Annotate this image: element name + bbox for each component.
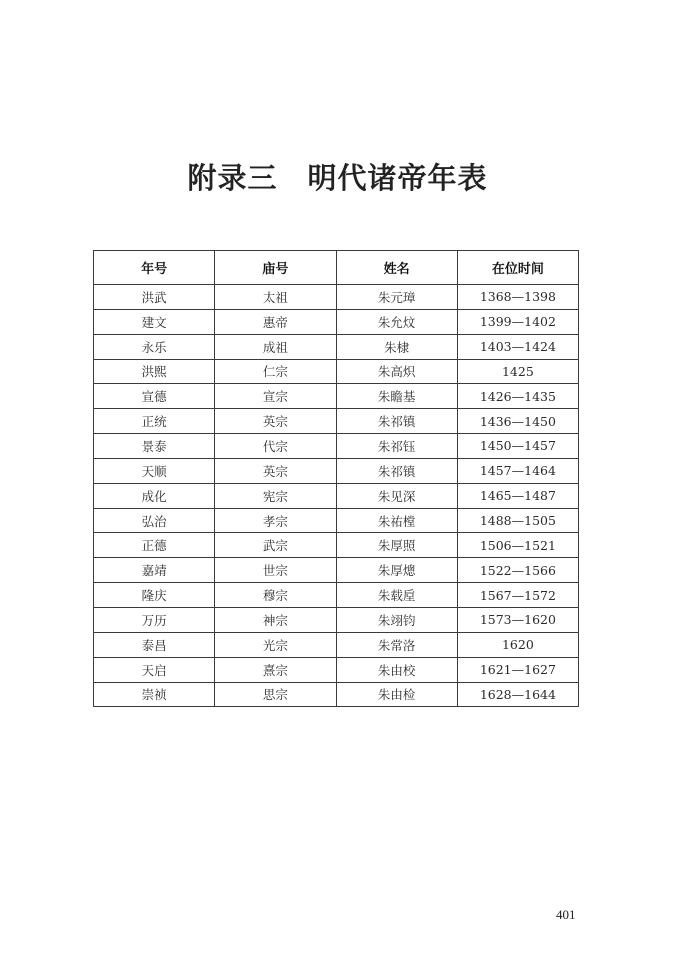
cell-era-name: 正统 (94, 409, 215, 434)
table-row (94, 657, 579, 682)
cell-personal-name: 朱元璋 (336, 285, 457, 310)
table-row (94, 533, 579, 558)
cell-temple-name: 仁宗 (215, 359, 336, 384)
cell-temple-name: 太祖 (215, 285, 336, 310)
cell-temple-name: 英宗 (215, 458, 336, 483)
cell-personal-name: 朱祐樘 (336, 508, 457, 533)
cell-reign-period: 1426—1435 (457, 384, 578, 409)
cell-reign-period: 1465—1487 (457, 483, 578, 508)
table-row (94, 607, 579, 632)
cell-reign-period: 1567—1572 (457, 583, 578, 608)
cell-personal-name: 朱由检 (336, 682, 457, 707)
table-row (94, 682, 579, 707)
table-header-row (94, 251, 579, 285)
cell-era-name: 天启 (94, 657, 215, 682)
cell-reign-period: 1457—1464 (457, 458, 578, 483)
cell-temple-name: 神宗 (215, 607, 336, 632)
table-row (94, 334, 579, 359)
cell-era-name: 景泰 (94, 434, 215, 459)
cell-personal-name: 朱祁镇 (336, 458, 457, 483)
reign-table-container (93, 250, 579, 707)
table-row (94, 384, 579, 409)
cell-era-name: 天顺 (94, 458, 215, 483)
cell-personal-name: 朱允炆 (336, 309, 457, 334)
cell-reign-period: 1425 (457, 359, 578, 384)
cell-reign-period: 1621—1627 (457, 657, 578, 682)
cell-personal-name: 朱棣 (336, 334, 457, 359)
cell-era-name: 弘治 (94, 508, 215, 533)
table-row (94, 359, 579, 384)
table-row (94, 508, 579, 533)
header-reign-period: 在位时间 (457, 251, 578, 285)
cell-personal-name: 朱载垕 (336, 583, 457, 608)
cell-personal-name: 朱由校 (336, 657, 457, 682)
header-temple-name: 庙号 (215, 251, 336, 285)
cell-temple-name: 世宗 (215, 558, 336, 583)
table-row (94, 458, 579, 483)
cell-temple-name: 宪宗 (215, 483, 336, 508)
cell-personal-name: 朱祁镇 (336, 409, 457, 434)
cell-temple-name: 武宗 (215, 533, 336, 558)
cell-era-name: 永乐 (94, 334, 215, 359)
cell-personal-name: 朱祁钰 (336, 434, 457, 459)
page-title: 附录三 明代诸帝年表 (187, 161, 488, 195)
table-row (94, 409, 579, 434)
cell-reign-period: 1403—1424 (457, 334, 578, 359)
cell-reign-period: 1488—1505 (457, 508, 578, 533)
cell-reign-period: 1368—1398 (457, 285, 578, 310)
cell-personal-name: 朱厚熜 (336, 558, 457, 583)
cell-reign-period: 1573—1620 (457, 607, 578, 632)
table-row (94, 583, 579, 608)
cell-reign-period: 1628—1644 (457, 682, 578, 707)
cell-temple-name: 思宗 (215, 682, 336, 707)
cell-era-name: 洪武 (94, 285, 215, 310)
header-era-name: 年号 (94, 251, 215, 285)
page-number: 401 (556, 907, 576, 922)
table-body (94, 285, 579, 707)
cell-personal-name: 朱厚照 (336, 533, 457, 558)
cell-era-name: 嘉靖 (94, 558, 215, 583)
table-row (94, 434, 579, 459)
cell-temple-name: 代宗 (215, 434, 336, 459)
table-row (94, 309, 579, 334)
cell-era-name: 宣德 (94, 384, 215, 409)
reign-table (93, 250, 579, 707)
table-row (94, 483, 579, 508)
cell-era-name: 正德 (94, 533, 215, 558)
cell-personal-name: 朱翊钧 (336, 607, 457, 632)
cell-era-name: 万历 (94, 607, 215, 632)
cell-reign-period: 1399—1402 (457, 309, 578, 334)
cell-temple-name: 惠帝 (215, 309, 336, 334)
cell-reign-period: 1436—1450 (457, 409, 578, 434)
cell-era-name: 成化 (94, 483, 215, 508)
cell-temple-name: 熹宗 (215, 657, 336, 682)
cell-era-name: 建文 (94, 309, 215, 334)
cell-reign-period: 1620 (457, 632, 578, 657)
cell-temple-name: 宣宗 (215, 384, 336, 409)
table-row (94, 632, 579, 657)
table-row (94, 285, 579, 310)
cell-temple-name: 成祖 (215, 334, 336, 359)
cell-era-name: 崇祯 (94, 682, 215, 707)
cell-era-name: 洪熙 (94, 359, 215, 384)
cell-personal-name: 朱见深 (336, 483, 457, 508)
cell-personal-name: 朱瞻基 (336, 384, 457, 409)
cell-reign-period: 1450—1457 (457, 434, 578, 459)
cell-personal-name: 朱高炽 (336, 359, 457, 384)
header-personal-name: 姓名 (336, 251, 457, 285)
cell-era-name: 泰昌 (94, 632, 215, 657)
cell-reign-period: 1522—1566 (457, 558, 578, 583)
cell-temple-name: 光宗 (215, 632, 336, 657)
table-row (94, 558, 579, 583)
cell-temple-name: 穆宗 (215, 583, 336, 608)
cell-reign-period: 1506—1521 (457, 533, 578, 558)
cell-temple-name: 孝宗 (215, 508, 336, 533)
cell-temple-name: 英宗 (215, 409, 336, 434)
cell-personal-name: 朱常洛 (336, 632, 457, 657)
cell-era-name: 隆庆 (94, 583, 215, 608)
